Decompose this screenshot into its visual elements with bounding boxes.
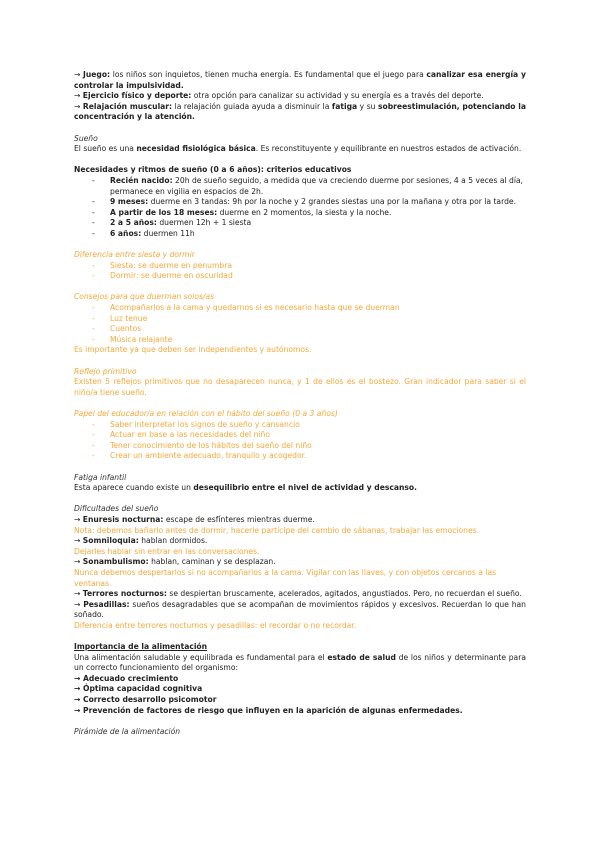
alimentacion-heading: Importancia de la alimentación: [74, 642, 208, 652]
enuresis-paragraph: → Enuresis nocturna: escape de esfínteres mientras duerme.: [74, 515, 526, 526]
reflejo-paragraph: Existen 5 reflejos primitivos que no desaparecen nunca, y 1 de ellos es el bostezo. Gran indicador para saber si el niño/a tiene sueño.: [74, 377, 526, 397]
fatiga-paragraph: Esta aparece cuando existe un desequilibrio entre el nivel de actividad y descanso.: [74, 483, 418, 493]
list-item: → Correcto desarrollo psicomotor: [74, 695, 526, 706]
list-item: - 2 a 5 años: duermen 12h + 1 siesta: [74, 218, 526, 229]
list-item: - Actuar en base a las necesidades del niño: [74, 430, 526, 441]
arrow-icon: [74, 589, 83, 598]
list-item: - Acompañarlos a la cama y quedarnos si es necesario hasta que se duerman: [74, 303, 526, 314]
arrow-icon: [74, 70, 83, 79]
terrores-paragraph: → Terrores nocturnos: se despiertan bruscamente, acelerados, agitados, angustiados. Pero, no recuerdan el sueño.: [74, 589, 526, 600]
consejos-list: [74, 303, 526, 345]
necesidades-heading: Necesidades y ritmos de sueño (0 a 6 años): criterios educativos: [74, 165, 352, 175]
list-item: - Dormir: se duerme en oscuridad: [74, 271, 526, 282]
list-item: - Tener conocimiento de los hábitos del sueño del niño: [74, 441, 526, 452]
list-item: → Adecuado crecimiento: [74, 674, 526, 685]
list-item: - Saber interpretar los signos de sueño y cansancio: [74, 420, 526, 431]
somniloquia-paragraph: → Somniloquia: hablan dormidos.: [74, 536, 526, 547]
consejos-footer: Es importante ya que deben ser independientes y autónomos.: [74, 345, 312, 355]
list-item: - 9 meses: duerme en 3 tandas: 9h por la noche y 2 grandes siestas una por la mañana y otra por la tarde.: [74, 197, 526, 208]
arrow-icon: [74, 674, 83, 683]
diferencia-heading: Diferencia entre siesta y dormir: [74, 250, 195, 260]
list-item: → Óptima capacidad cognitiva: [74, 684, 526, 695]
juego-paragraph: → Juego: los niños son inquietos, tienen mucha energía. Es fundamental que el juego para canalizar esa energía y controlar la impulsividad.: [74, 70, 526, 91]
papel-heading: Papel del educador/a en relación con el hábito del sueño (0 a 3 años): [74, 409, 338, 418]
list-item: - Recién nacido: 20h de sueño seguido, a medida que va creciendo duerme por sesiones, 4 a 5 veces al día, permanece en vigilia en espacios de 2h.: [74, 176, 526, 197]
arrow-icon: [74, 557, 83, 566]
document-page: [74, 70, 526, 737]
arrow-icon: [74, 695, 83, 704]
sueno-heading: Sueño: [74, 133, 98, 143]
arrow-icon: [74, 102, 83, 111]
alimentacion-paragraph: Una alimentación saludable y equilibrada es fundamental para el estado de salud de los niños y determinante para un correcto funcionamiento del organismo:: [74, 652, 526, 673]
list-item: - 6 años: duermen 11h: [74, 229, 526, 240]
necesidades-list: [74, 176, 526, 240]
list-item: - Cuentos: [74, 324, 526, 335]
pesadillas-note: Diferencia entre terrores nocturnos y pesadillas: el recordar o no recordar.: [74, 620, 357, 630]
arrow-icon: [74, 536, 83, 545]
consejos-heading: Consejos para que duerman solos/as: [74, 292, 215, 302]
list-item: - Siesta: se duerme en penumbra: [74, 261, 526, 272]
piramide-heading: Pirámide de la alimentación: [74, 726, 181, 736]
somniloquia-note: Dejarles hablar sin entrar en las conversaciones.: [74, 546, 260, 556]
papel-list: [74, 420, 526, 462]
arrow-icon: [74, 706, 83, 715]
list-item: - Crear un ambiente adecuado, tranquilo y acogedor.: [74, 451, 526, 462]
enuresis-note: Nota: debemos bañarlo antes de dormir, hacerle partícipe del cambio de sábanas, trabajar las emociones.: [74, 525, 479, 535]
list-item: - Luz tenue: [74, 314, 526, 325]
dificultades-heading: Dificultades del sueño: [74, 504, 159, 514]
ejercicio-paragraph: → Ejercicio físico y deporte: otra opción para canalizar su actividad y su energía es a través del deporte.: [74, 91, 526, 102]
reflejo-heading: Reflejo primitivo: [74, 366, 137, 376]
sonambulismo-note: Nunca debemos despertarlos si no acompañarlos a la cama. Vigilar con las llaves, y con objetos cercanos a las ventanas.: [74, 567, 497, 588]
fatiga-heading: Fatiga infantil: [74, 472, 127, 482]
list-item: - Música relajante: [74, 335, 526, 346]
arrow-icon: [74, 600, 83, 609]
arrow-icon: [74, 684, 83, 693]
arrow-icon: [74, 91, 83, 100]
sonambulismo-paragraph: → Sonambulismo: hablan, caminan y se desplazan.: [74, 557, 526, 568]
list-item: → Prevención de factores de riesgo que influyen en la aparición de algunas enfermedades.: [74, 706, 526, 717]
pesadillas-paragraph: → Pesadillas: sueños desagradables que se acompañan de movimientos rápidos y excesivos. Recuerdan lo que han soñado.: [74, 600, 526, 621]
relajacion-paragraph: → Relajación muscular: la relajación guiada ayuda a disminuir la fatiga y su sobreestimulación, potenciando la concentración y la atención.: [74, 102, 526, 123]
diferencia-list: [74, 261, 526, 282]
list-item: - A partir de los 18 meses: duerme en 2 momentos, la siesta y la noche.: [74, 208, 526, 219]
sueno-paragraph: El sueño es una necesidad fisiológica básica. Es reconstituyente y equilibrante en nuestros estados de activación.: [74, 144, 522, 154]
arrow-icon: [74, 515, 83, 524]
